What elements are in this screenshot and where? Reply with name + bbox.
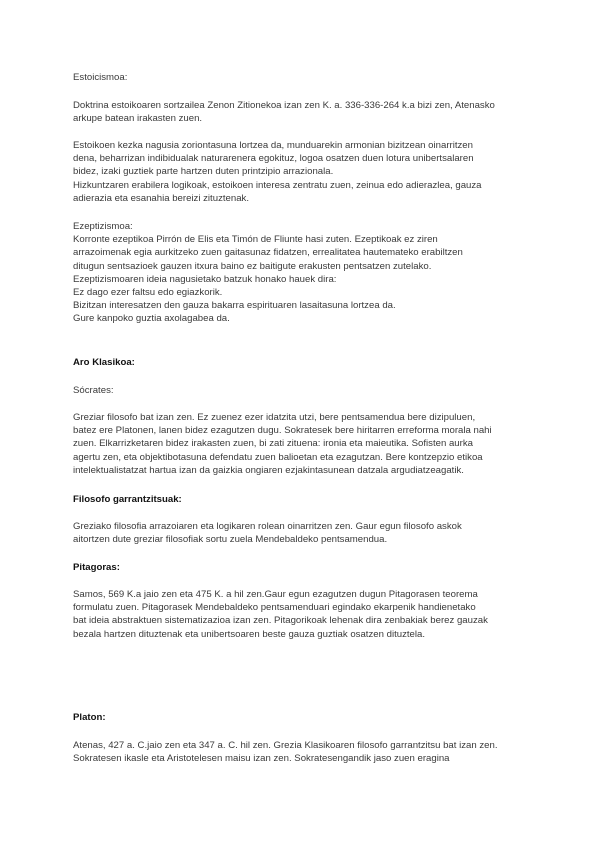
text-line: Bizitzan interesatzen den gauza bakarra espirituaren lasaitasuna lortzea da. <box>73 300 396 312</box>
socrates-title: Sócrates: <box>73 385 114 396</box>
estoicismo-title: Estoicismoa: <box>73 72 128 83</box>
text-line: Ezeptizismoaren ideia nagusietako batzuk honako hauek dira: <box>73 273 337 285</box>
text-line: batez ere Platonen, lanen bidez ezagutzen dugu. Sokratesek bere hiritarren erreforma morala nahi <box>73 425 492 437</box>
text-line: Ez dago ezer faltsu edo egiazkorik. <box>73 287 223 299</box>
platon-paragraph <box>73 739 543 765</box>
estoicismo-body-paragraph <box>73 139 543 205</box>
text-line: Sokratesen ikasle eta Aristotelesen maisu izan zen. Sokratesengandik jaso zuen eragina <box>73 753 450 765</box>
esceptizismo-paragraph <box>73 220 543 326</box>
text-line: aitortzen dute greziar filosofiak sortu zuela Mendebaldeko pentsamendua. <box>73 534 388 546</box>
text-line: agertu zen, eta objektibotasuna defendatu zuen balioetan eta ezagutzan. Bere kontzepzio etikoa <box>73 451 483 463</box>
filosofo-paragraph <box>73 520 543 546</box>
text-line: dena, beharrizan indibidualak naturarenera egokituz, logoa osatzen duen lotura unibertsalaren <box>73 153 474 165</box>
text-line: Estoikoen kezka nagusia zoriontasuna lortzea da, munduarekin armonian bizitzean oinarritzen <box>73 140 473 151</box>
pitagoras-heading-block <box>73 561 543 574</box>
text-line: formulatu zuen. Pitagorasek Mendebaldeko pentsamenduari egindako ekarpenik handienetako <box>73 602 476 614</box>
estoicismo-title-block <box>73 71 543 84</box>
text-line: Atenas, 427 a. C.jaio zen eta 347 a. C. hil zen. Grezia Klasikoaren filosofo garrantzitsu bat izan zen. <box>73 740 498 751</box>
socrates-paragraph <box>73 411 543 477</box>
text-line: arrazoimenak egia aurkitzeko zuen gaitasunaz fidatzen, errealitatea hautemateko erabiltzen <box>73 247 463 259</box>
text-line: bezala hartzen dituztenak eta unibertsoaren beste gauza guztiak osatzen dituztela. <box>73 628 426 640</box>
text-line: bat ideia abstraktuen sistematizazioa izan zen. Pitagorikoak lehenak dira zenbakiak berez gauzak <box>73 615 488 627</box>
text-line: Hizkuntzaren erabilera logikoak, estoikoen interesa zentratu zuen, zeinua edo adierazlea, gauza <box>73 179 482 191</box>
filosofo-heading-block <box>73 493 543 506</box>
platon-heading-block <box>73 711 543 724</box>
text-line: adierazia eta esanahia bereizi zituztenak. <box>73 192 249 204</box>
text-line: Greziako filosofia arrazoiaren eta logikaren rolean oinarritzen zen. Gaur egun filosofo askok <box>73 521 462 532</box>
text-line: Greziar filosofo bat izan zen. Ez zuenez ezer idatzita utzi, bere pentsamendua bere dizipuluen, <box>73 412 476 423</box>
filosofo-heading: Filosofo garrantzitsuak: <box>73 494 182 505</box>
text-line: Samos, 569 K.a jaio zen eta 475 K. a hil zen.Gaur egun ezagutzen dugun Pitagorasen teorema <box>73 589 478 600</box>
estoicismo-intro-paragraph <box>73 99 543 125</box>
text-line: arkupe batean irakasten zuen. <box>73 113 203 125</box>
esceptizismo-title: Ezeptizismoa: <box>73 221 133 232</box>
text-line: ditugun sentsazioek gauzen itxura baino ez baitigute erakusten pentsatzen zutelako. <box>73 260 432 272</box>
text-line: Korronte ezeptikoa Pirrón de Elis eta Timón de Fliunte hasi zuten. Ezeptikoak ez ziren <box>73 234 438 246</box>
aro-klasikoa-heading: Aro Klasikoa: <box>73 357 135 368</box>
pitagoras-heading: Pitagoras: <box>73 562 120 573</box>
text-line: zuen. Elkarrizketaren bidez irakasten zuen, bi zati zituena: ironia eta maieutika. Sofisten aurka <box>73 438 473 450</box>
text-line: Doktrina estoikoaren sortzailea Zenon Zitionekoa izan zen K. a. 336-336-264 k.a bizi zen, Atenasko <box>73 100 495 111</box>
text-line: intelektualistatzat hartua izan da gaizkia ongiaren ezjakintasunean datzala argudiatzeagatik. <box>73 464 464 476</box>
pitagoras-paragraph <box>73 588 543 641</box>
socrates-title-block <box>73 384 543 397</box>
text-line: Gure kanpoko guztia axolagabea da. <box>73 313 230 325</box>
platon-heading: Platon: <box>73 712 106 723</box>
text-line: bidez, izaki guztiek parte hartzen duten printzipio arrazionala. <box>73 166 334 178</box>
aro-klasikoa-block <box>73 356 543 369</box>
